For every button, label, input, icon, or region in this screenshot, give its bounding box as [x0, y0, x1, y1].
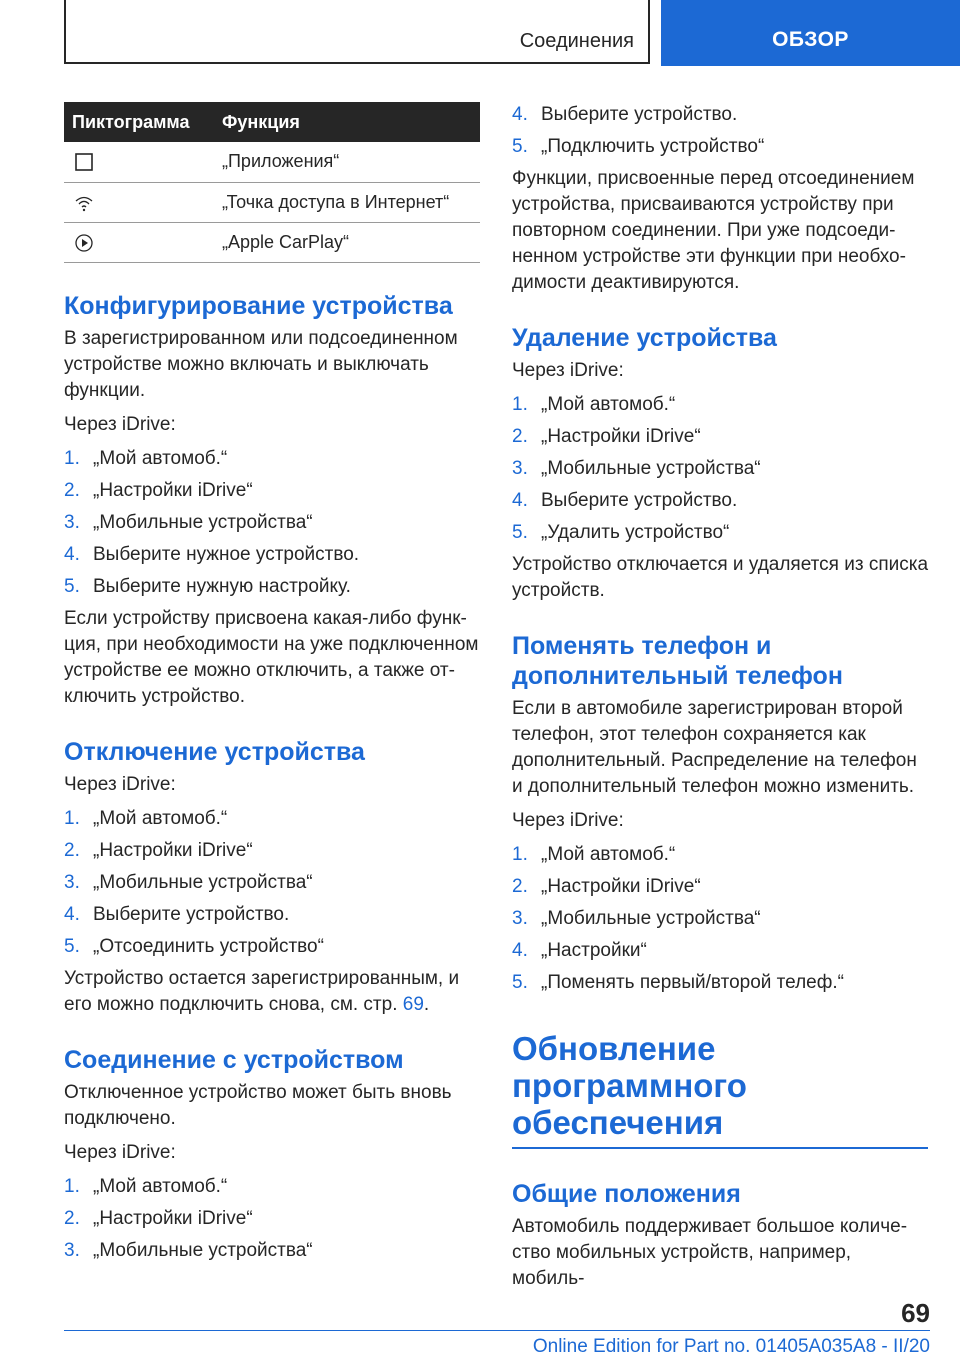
list-item: 2. „Настройки iDrive“: [64, 479, 253, 501]
list-item: 5. „Поменять первый/второй телеф.“: [512, 972, 844, 993]
wifi-hotspot-icon: [74, 193, 94, 213]
list-item: 1. „Мой автомоб.“: [64, 447, 228, 469]
remove-note: Устройство отключается и удаляется из списка устройств.: [512, 554, 929, 601]
remove-heading: Удаление устройства: [512, 324, 777, 352]
list-item: 4. Выберите устройство.: [512, 104, 738, 125]
general-intro: Автомобиль поддерживает большое количество мобильных устройств, например, мобиль-: [512, 1216, 908, 1289]
configure-note: Если устройству присвоена какая-либо функция, при необходимости на уже подключенном устройстве ее можно отключить, а также отключить устройство.: [64, 607, 479, 707]
list-item: 4. Выберите устройство.: [64, 903, 290, 925]
table-header-function: Функция: [214, 102, 480, 142]
swap-intro: Если в автомобиле зарегистрирован второй телефон, этот телефон сохраняется как дополнительный. Распределение на телефон и дополнительный телефон можно изменить.: [512, 698, 917, 797]
page-reference-link[interactable]: 69: [402, 993, 424, 1015]
table-cell-function: „Точка доступа в Интернет“: [214, 182, 480, 222]
table-row: [64, 182, 480, 222]
swap-via: Через iDrive:: [512, 810, 624, 831]
list-item: 4. Выберите нужное устройство.: [64, 543, 360, 565]
right-column: [512, 102, 928, 1300]
swap-heading: Поменять телефон и дополнительный телефон: [512, 632, 843, 690]
connect-heading: Соединение с устройством: [64, 1045, 404, 1074]
header-section-title: Соединения: [519, 30, 634, 52]
square-outline-icon: [74, 152, 94, 172]
connect-note: Функции, присвоенные перед отсоединением устройства, присваиваются устройству при повторном соединении. При уже подсоединенном устройстве эти функции при необходимости деактивируются.: [512, 168, 915, 293]
disconnect-via: Через iDrive:: [64, 773, 176, 795]
header-tab-overview[interactable]: ОБЗОР: [661, 0, 960, 66]
connect-intro: Отключенное устройство может быть вновь подключено.: [64, 1081, 452, 1129]
table-cell-function: „Приложения“: [214, 142, 480, 182]
configure-steps: [64, 446, 480, 600]
left-column: [64, 102, 480, 1270]
list-item: 5. „Подключить устройство“: [512, 136, 765, 157]
remove-via: Через iDrive:: [512, 360, 624, 381]
connect-steps: [64, 1174, 480, 1264]
swap-steps: [512, 842, 928, 996]
list-item: 1. „Мой автомоб.“: [512, 394, 676, 415]
remove-steps: [512, 392, 928, 546]
table-header-icon: Пиктограмма: [64, 102, 214, 142]
list-item: 1. „Мой автомоб.“: [64, 1175, 228, 1197]
table-row: [64, 142, 480, 182]
configure-via: Через iDrive:: [64, 413, 176, 435]
list-item: 5. „Удалить устройство“: [512, 522, 730, 543]
configure-intro: В зарегистрированном или подсоединенном устройстве можно включать и выключать функции.: [64, 327, 458, 401]
disconnect-steps: [64, 806, 480, 960]
list-item: 3. „Мобильные устройства“: [64, 511, 313, 533]
list-item: 3. „Мобильные устройства“: [64, 1239, 313, 1261]
carplay-play-icon: [74, 233, 94, 253]
list-item: 5. Выберите нужную настройку.: [64, 575, 351, 597]
list-item: 3. „Мобильные устройства“: [512, 458, 761, 479]
table-header-row: [64, 102, 480, 142]
page-number: 69: [901, 1298, 930, 1328]
footer-divider: [64, 1330, 930, 1331]
table-cell-function: „Apple CarPlay“: [214, 222, 480, 262]
heading-divider: [512, 1147, 928, 1149]
list-item: 4. Выберите устройство.: [512, 490, 738, 511]
page-header: [0, 0, 960, 66]
list-item: 2. „Настройки iDrive“: [512, 426, 701, 447]
list-item: 5. „Отсоединить устройство“: [64, 935, 324, 957]
list-item: 3. „Мобильные устройства“: [512, 908, 761, 929]
list-item: 2. „Настройки iDrive“: [64, 1207, 253, 1229]
disconnect-heading: Отключение устройства: [64, 737, 365, 766]
connect-steps-continued: [512, 102, 928, 160]
table-row: [64, 222, 480, 262]
configure-heading: Конфигурирование устройства: [64, 291, 453, 320]
general-heading: Общие положения: [512, 1180, 741, 1208]
list-item: 3. „Мобильные устройства“: [64, 871, 313, 893]
footer-edition: Online Edition for Part no. 01405A035A8 - II/20: [532, 1336, 930, 1357]
header-section-box: [64, 0, 650, 64]
software-heading: Обновление программного обеспечения: [512, 1030, 747, 1141]
list-item: 4. „Настройки“: [512, 940, 647, 961]
disconnect-note: Устройство остается зарегистрированным, и его можно подключить снова, см. стр. 69.: [64, 967, 460, 1015]
list-item: 2. „Настройки iDrive“: [64, 839, 253, 861]
list-item: 2. „Настройки iDrive“: [512, 876, 701, 897]
connect-via: Через iDrive:: [64, 1141, 176, 1163]
list-item: 1. „Мой автомоб.“: [64, 807, 228, 829]
icon-function-table: [64, 102, 480, 263]
list-item: 1. „Мой автомоб.“: [512, 844, 676, 865]
